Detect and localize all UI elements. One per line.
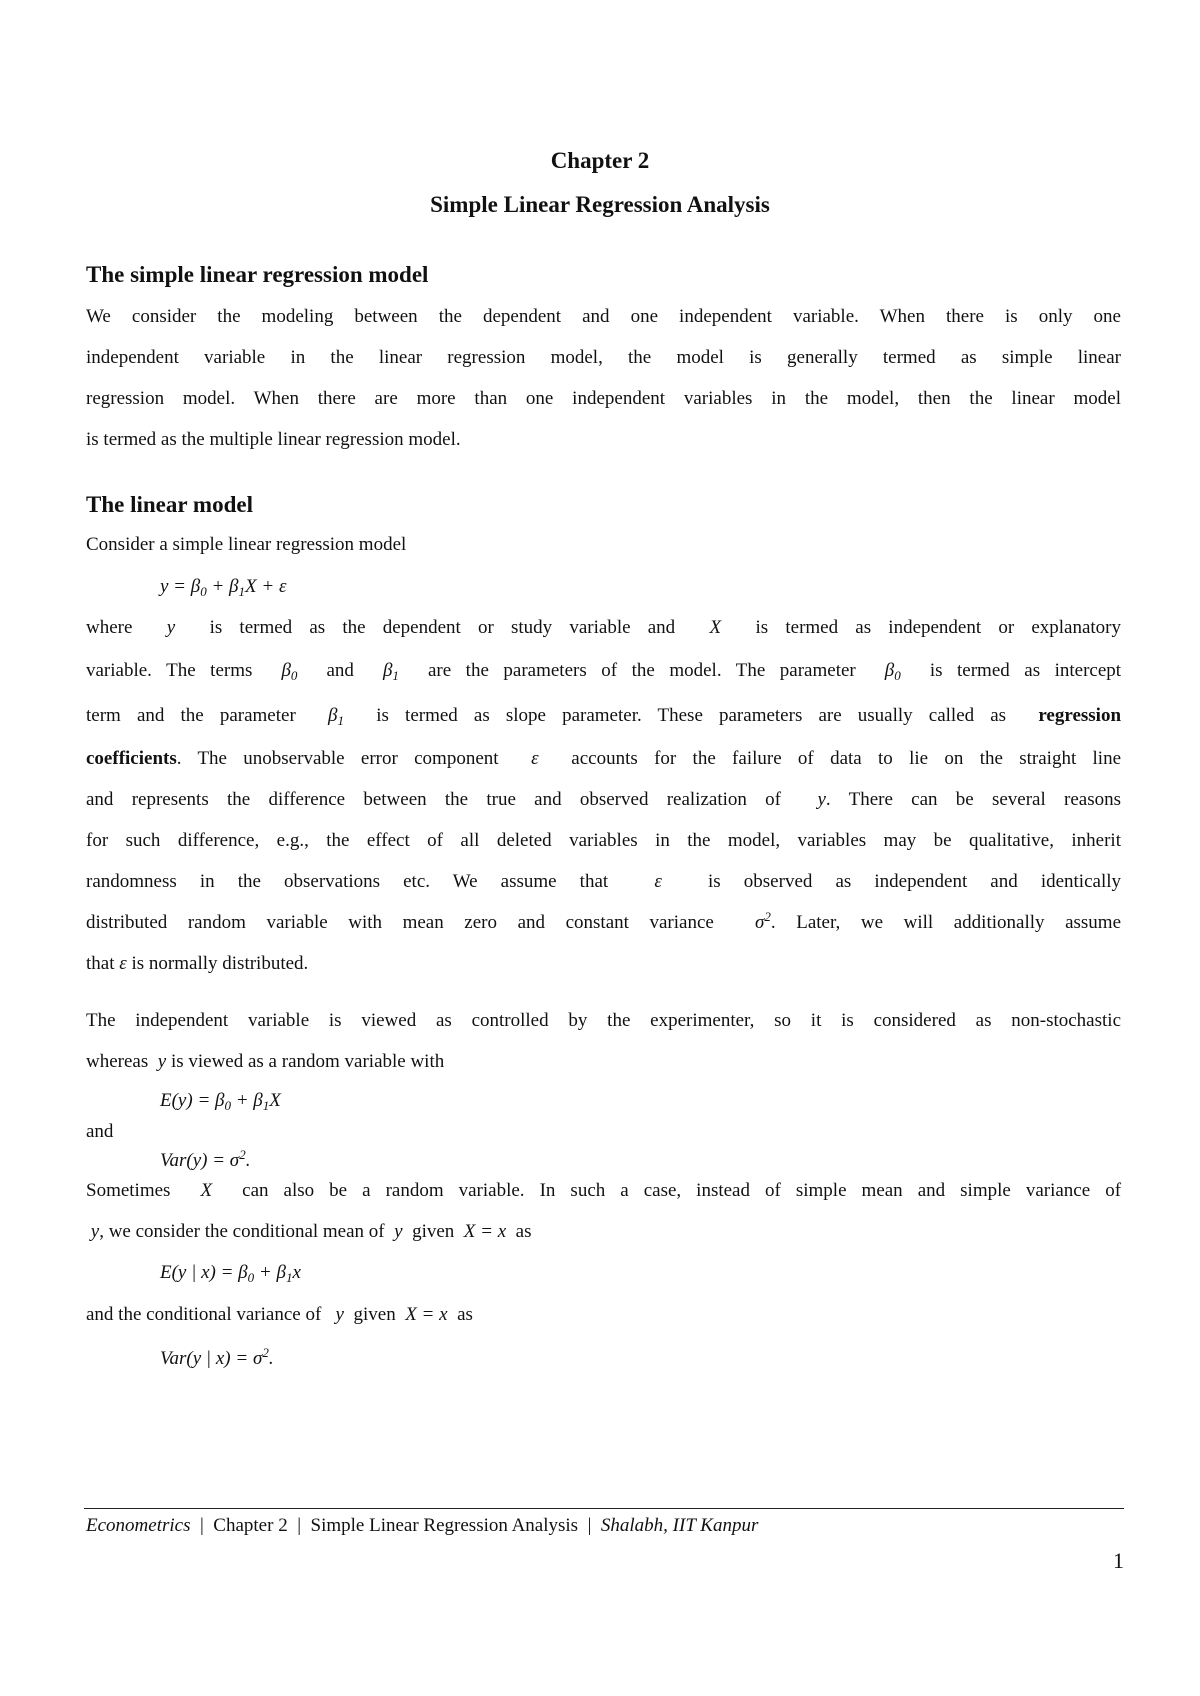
text-line: and represents the difference between the true and observed realization of y. There can be several reasons bbox=[86, 789, 1121, 810]
paragraph-conditional bbox=[86, 1170, 1121, 1252]
chapter-title: Simple Linear Regression Analysis bbox=[430, 192, 770, 217]
text-line: independent variable in the linear regression model, the model is generally termed as simple linear bbox=[86, 347, 1121, 368]
text-line: distributed random variable with mean zero and constant variance $\sigma^2$. Later, we will additionally assume bbox=[86, 909, 1122, 933]
text-line: is termed as the multiple linear regression model. bbox=[86, 429, 461, 450]
page-number: 1 bbox=[1113, 1548, 1124, 1573]
text-line: y, we consider the conditional mean of y given X = x as bbox=[90, 1221, 532, 1242]
footer-author: Shalabh, IIT Kanpur bbox=[600, 1515, 759, 1536]
text-line: that ε is normally distributed. bbox=[86, 953, 309, 974]
text-line: coefficients. The unobservable error component ε accounts for the failure of data to lie on the straight line bbox=[86, 748, 1122, 769]
paragraph-model-description bbox=[86, 607, 1121, 984]
footer: Econometrics | Chapter 2 | Simple Linear Regression Analysis | Shalabh, IIT Kanpur bbox=[86, 1515, 759, 1536]
text-line: Sometimes X can also be a random variable. In such a case, instead of simple mean and simple variance of bbox=[86, 1180, 1122, 1201]
equation-conditional-mean: E(y | $x) = \beta_0 + \beta_1x$ bbox=[160, 1262, 301, 1285]
text-line: for such difference, e.g., the effect of all deleted variables in the model, variables may be qualitative, inherit bbox=[86, 830, 1121, 851]
text-line: We consider the modeling between the dependent and one independent variable. When there is only one bbox=[86, 306, 1121, 327]
footer-chapter: Chapter 2 bbox=[213, 1515, 288, 1536]
chapter-label: Chapter 2 bbox=[550, 148, 650, 173]
equation-conditional-variance: Var(y | $x) = \sigma^2$. bbox=[160, 1345, 274, 1369]
model-equation: $y = \beta_0 + \beta_1X + \varepsilon$ bbox=[160, 576, 287, 599]
conditional-variance-text: and the conditional variance of y given X = x as bbox=[86, 1304, 473, 1325]
text-line: whereas y is viewed as a random variable with bbox=[86, 1051, 445, 1072]
equation-expected-value: $E(y) = \beta_0 + \beta_1X$ bbox=[160, 1090, 281, 1113]
text-line: The independent variable is viewed as controlled by the experimenter, so it is considered as non-stochastic bbox=[86, 1010, 1121, 1031]
and-text: and bbox=[86, 1121, 114, 1142]
model-intro-text: Consider a simple linear regression model bbox=[86, 534, 407, 555]
section-heading-simple-model: The simple linear regression model bbox=[86, 262, 429, 287]
text-line: randomness in the observations etc. We assume that ε is observed as independent and identically bbox=[86, 871, 1122, 892]
footer-book: Econometrics bbox=[86, 1515, 191, 1536]
footer-rule bbox=[84, 1508, 1124, 1509]
paragraph-random-variable bbox=[86, 1000, 1121, 1082]
footer-title: Simple Linear Regression Analysis bbox=[310, 1515, 579, 1536]
text-line: term and the parameter $\beta_1$ is termed as slope parameter. These parameters are usually called as regression bbox=[86, 705, 1122, 728]
text-line: regression model. When there are more than one independent variables in the model, then the linear model bbox=[86, 388, 1121, 409]
section-heading-linear-model: The linear model bbox=[86, 492, 253, 517]
text-line: variable. The terms $\beta_0$ and $\beta_1$ are the parameters of the model. The parameter $\beta_0$ is termed as intercept bbox=[86, 660, 1122, 683]
text-line: where y is termed as the dependent or study variable and X is termed as independent or explanatory bbox=[86, 617, 1122, 638]
equation-variance: $Var(y) = \sigma^2$. bbox=[160, 1147, 251, 1171]
paragraph-intro bbox=[86, 296, 1121, 460]
